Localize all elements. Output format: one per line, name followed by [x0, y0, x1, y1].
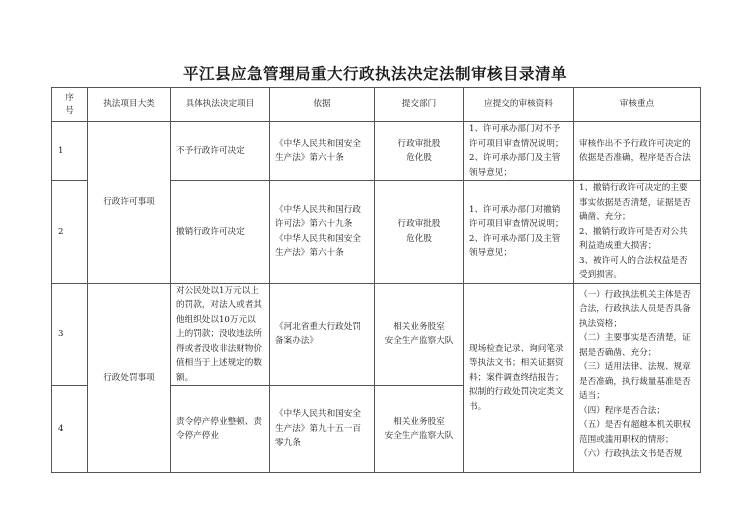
dept-cell: 行政审批股 危化股: [375, 181, 464, 284]
header-num: 序号: [52, 88, 88, 122]
header-basis: 依据: [270, 88, 375, 122]
header-materials: 应提交的审核资料: [464, 88, 574, 122]
focus-cell: 审核作出不予行政许可决定的依据是否准确，程序是否合法: [574, 122, 701, 181]
materials-cell: 1、许可承办部门对不予许可项目审查情况说明； 2、许可承办部门及主管领导意见；: [464, 122, 574, 181]
category-cell: 行政处罚事项: [88, 283, 171, 473]
row-num: 4: [52, 386, 88, 473]
focus-cell: 1、撤销行政许可决定的主要事实依据是否清楚，证据是否确凿、充分； 2、撤销行政许可是否对公共利益造成重大损害； 3、被许可人的合法权益是否受到损害。: [574, 181, 701, 284]
focus-cell: （一）行政执法机关主体是否合法，行政执法人员是否具备执法资格； （二）主要事实是否清楚，证据是否确凿、充分； （三）适用法律、法规、规章是否准确，执行裁量基准是否适当； （四）程序是否合法； （五）是否有超越本机关职权范围或滥用职权的情形； （六）行政执法文书是否规: [574, 283, 701, 473]
item-cell: 对公民处以1万元以上的罚款，对法人或者其他组织处以10万元以上的罚款；没收违法所得或者没收非法财物价值相当于上述规定的数额。: [171, 283, 270, 386]
header-dept: 提交部门: [375, 88, 464, 122]
table-row: [52, 283, 701, 386]
item-cell: 责令停产停业整顿、责令停产停业: [171, 386, 270, 473]
basis-cell: 《中华人民共和国行政许可法》第六十九条 《中华人民共和国安全生产法》第六十条: [270, 181, 375, 284]
category-cell: 行政许可事项: [88, 122, 171, 284]
item-cell: 不予行政许可决定: [171, 122, 270, 181]
header-focus: 审核重点: [574, 88, 701, 122]
row-num: 2: [52, 181, 88, 284]
dept-cell: 行政审批股 危化股: [375, 122, 464, 181]
header-category: 执法项目大类: [88, 88, 171, 122]
review-catalog-table: [51, 87, 701, 473]
basis-cell: 《中华人民共和国安全生产法》第六十条: [270, 122, 375, 181]
dept-cell: 相关业务股室 安全生产监察大队: [375, 283, 464, 386]
header-item: 具体执法决定项目: [171, 88, 270, 122]
table-row: [52, 122, 701, 181]
row-num: 3: [52, 283, 88, 386]
row-num: 1: [52, 122, 88, 181]
materials-cell: 现场检查记录、询问笔录等执法文书；相关证据资料；案件调查终结报告；拟制的行政处罚决定类文书。: [464, 283, 574, 473]
table-header-row: [52, 88, 701, 122]
materials-cell: 1、许可承办部门对撤销许可项目审查情况说明； 2、许可承办部门及主管领导意见；: [464, 181, 574, 284]
basis-cell: 《中华人民共和国安全生产法》第九十五一百零九条: [270, 386, 375, 473]
page-title: 平江县应急管理局重大行政执法决定法制审核目录清单: [182, 65, 567, 83]
item-cell: 撤销行政许可决定: [171, 181, 270, 284]
basis-cell: 《河北省重大行政处罚备案办法》: [270, 283, 375, 386]
dept-cell: 相关业务股室 安全生产监察大队: [375, 386, 464, 473]
